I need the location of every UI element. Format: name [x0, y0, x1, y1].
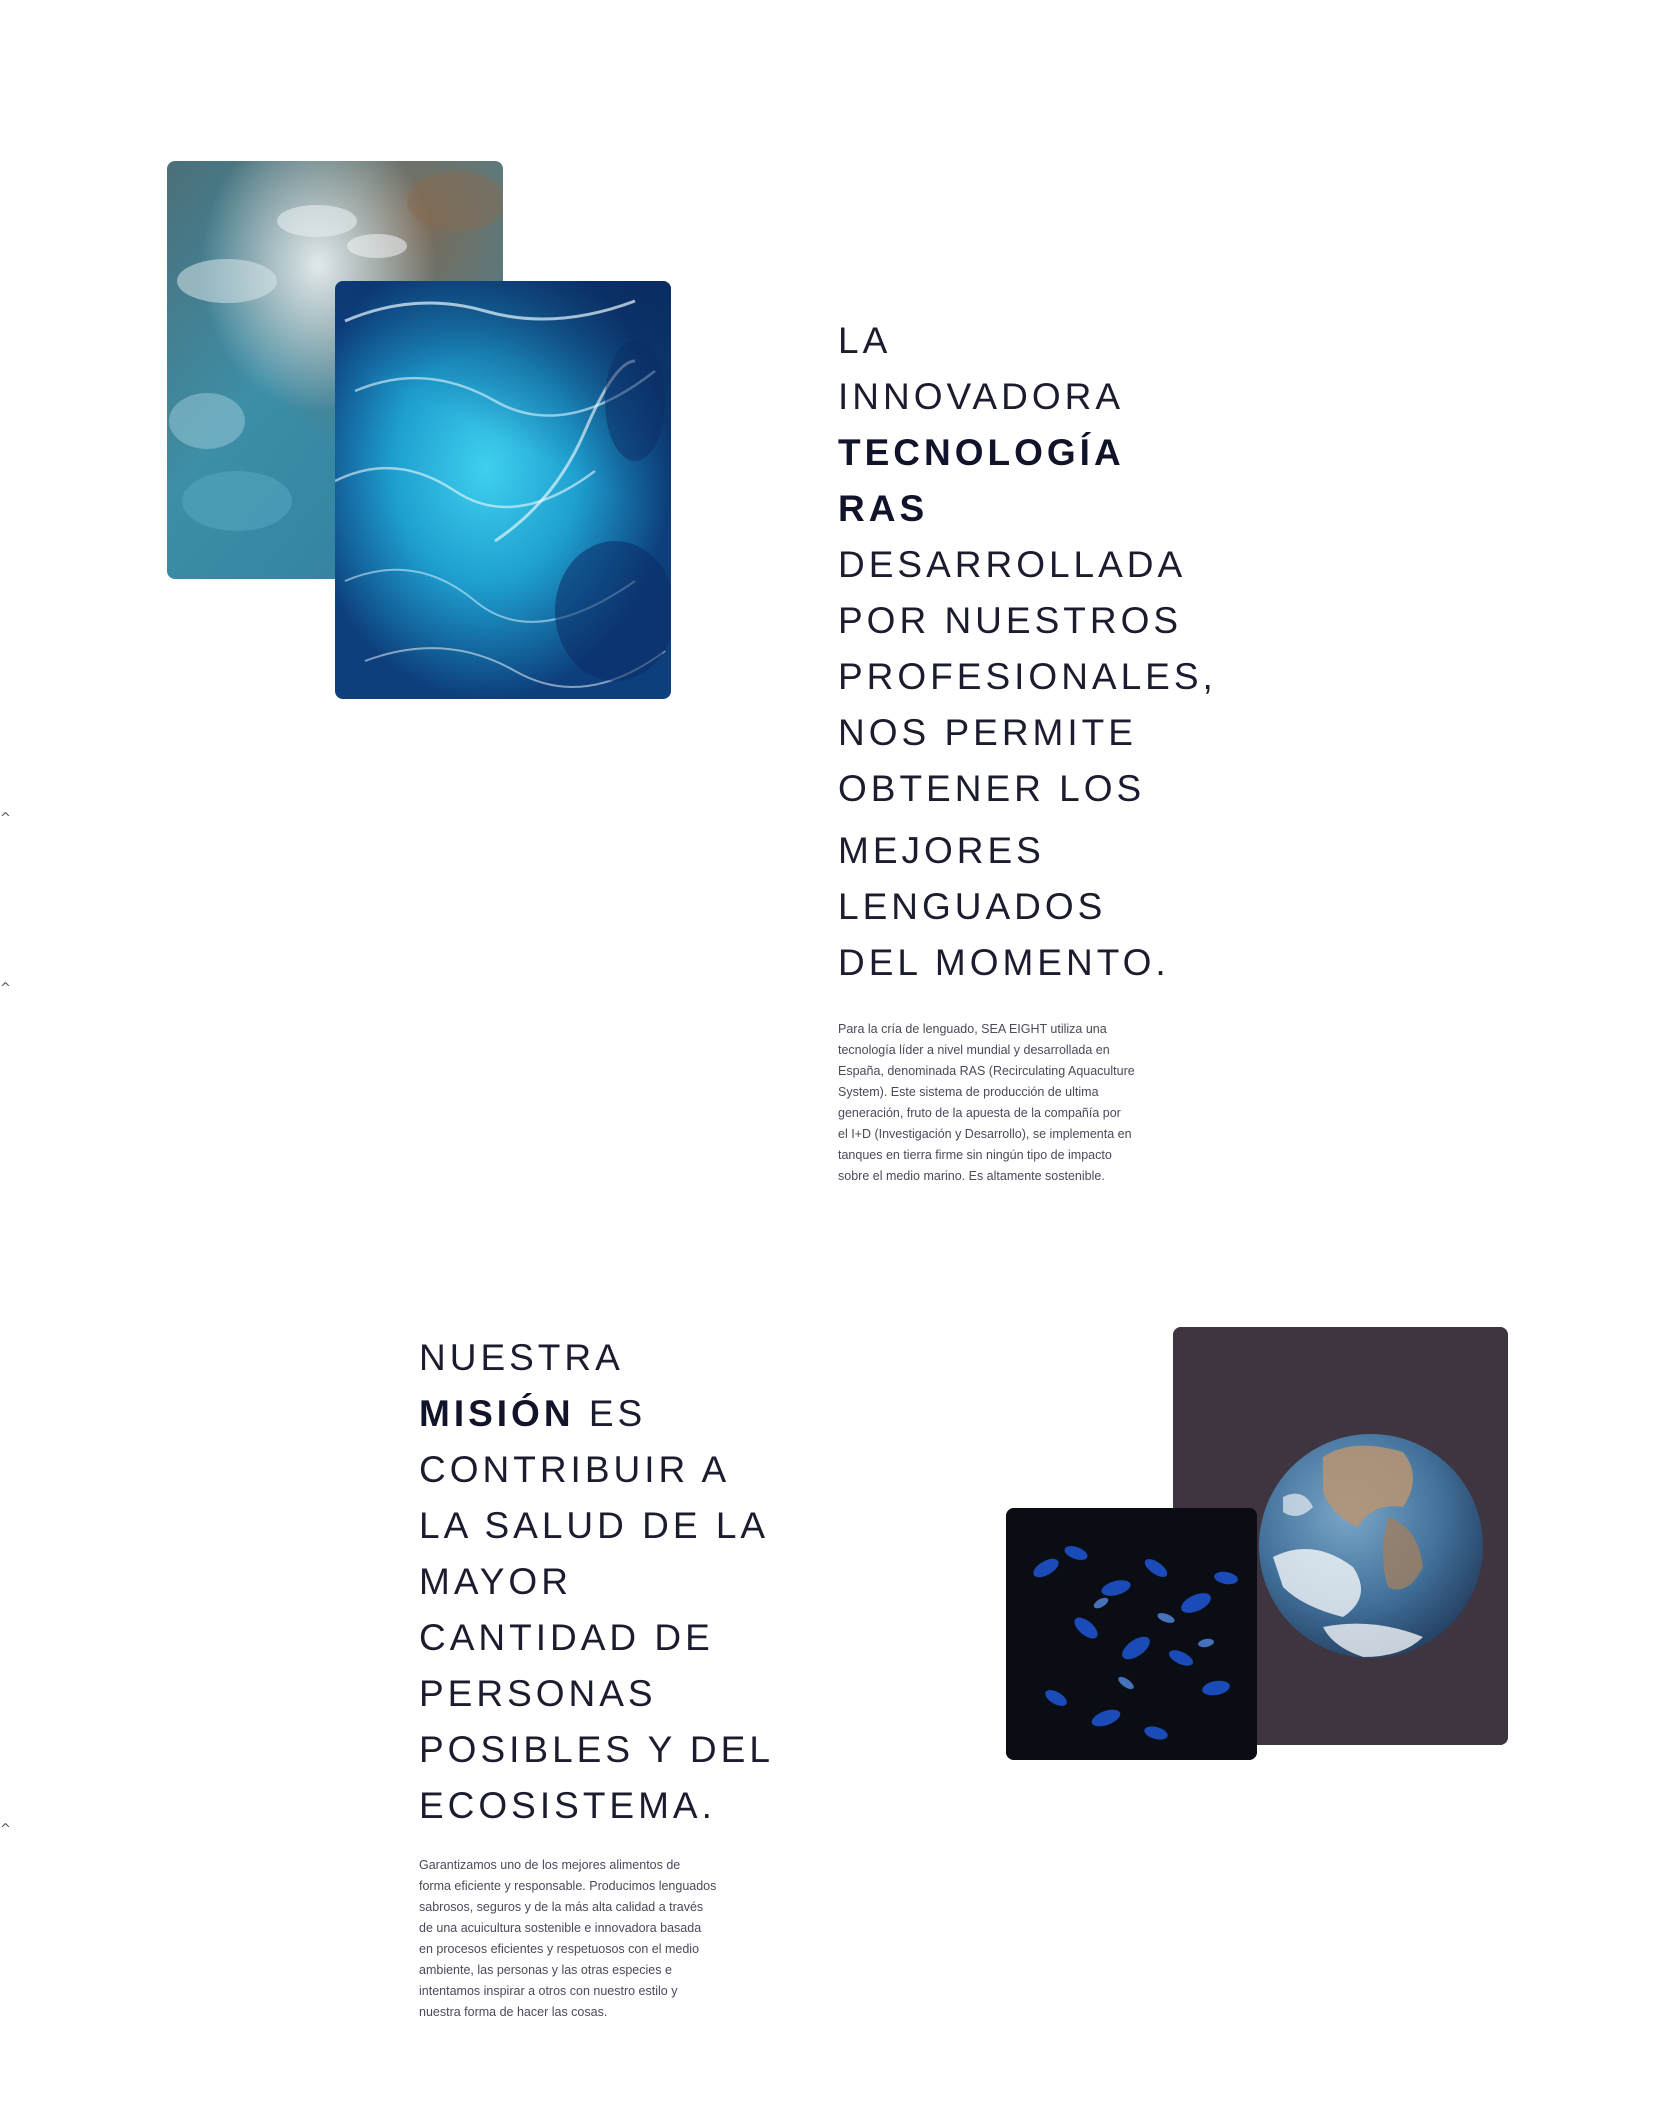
headline-text: NOS PERMITE — [838, 712, 1137, 753]
ras-paragraph — [838, 1019, 1135, 1187]
headline-line — [838, 313, 1217, 369]
headline-line — [838, 761, 1217, 817]
headline-line — [419, 1442, 774, 1498]
paragraph-line: forma eficiente y responsable. Producimos lenguados — [419, 1879, 717, 1893]
paragraph-line: sabrosos, seguros y de la más alta calidad a través — [419, 1900, 704, 1914]
headline-line — [419, 1778, 774, 1834]
paragraph-line: ambiente, las personas y las otras especies e — [419, 1963, 672, 1977]
headline-line — [838, 823, 1217, 879]
mision-headline — [419, 1330, 774, 1834]
headline-emphasis: RAS — [838, 488, 929, 529]
headline-text: LA — [838, 320, 892, 361]
headline-text: POSIBLES Y DEL — [419, 1729, 774, 1770]
paragraph-line: sobre el medio marino. Es altamente sostenible. — [838, 1169, 1105, 1183]
paragraph-line: tecnología líder a nivel mundial y desarrollada en — [838, 1043, 1110, 1057]
headline-text: MEJORES — [838, 830, 1045, 871]
headline-text: ECOSISTEMA. — [419, 1785, 716, 1826]
headline-line — [419, 1386, 774, 1442]
paragraph-line: el I+D (Investigación y Desarrollo), se implementa en — [838, 1127, 1132, 1141]
headline-line — [838, 369, 1217, 425]
paragraph-line: generación, fruto de la apuesta de la compañía por — [838, 1106, 1121, 1120]
headline-line — [419, 1498, 774, 1554]
headline-line — [838, 935, 1217, 991]
paragraph-line: System). Este sistema de producción de ultima — [838, 1085, 1099, 1099]
headline-text: LENGUADOS — [838, 886, 1107, 927]
ras-headline — [838, 313, 1217, 991]
headline-text: ES — [574, 1393, 647, 1434]
headline-line — [419, 1666, 774, 1722]
headline-line — [419, 1330, 774, 1386]
headline-line — [838, 879, 1217, 935]
headline-text: OBTENER LOS — [838, 768, 1146, 809]
headline-line — [838, 425, 1217, 481]
paragraph-line: de una acuicultura sostenible e innovadora basada — [419, 1921, 702, 1935]
headline-text: MAYOR — [419, 1561, 572, 1602]
edge-mark: ^ — [0, 1822, 11, 1837]
headline-emphasis: MISIÓN — [419, 1393, 575, 1434]
edge-mark: ^ — [0, 981, 11, 996]
paragraph-line: en procesos eficientes y respetuosos con el medio — [419, 1942, 700, 1956]
headline-emphasis: TECNOLOGÍA — [838, 432, 1125, 473]
edge-mark: ^ — [0, 811, 11, 826]
paragraph-line: tanques en tierra firme sin ningún tipo de impacto — [838, 1148, 1112, 1162]
headline-text: CANTIDAD DE — [419, 1617, 714, 1658]
headline-line — [838, 481, 1217, 537]
headline-line — [838, 649, 1217, 705]
headline-text: DESARROLLADA — [838, 544, 1187, 585]
blue-leaves-image — [1006, 1508, 1257, 1760]
headline-text: LA SALUD DE LA — [419, 1505, 770, 1546]
headline-text: DEL MOMENTO. — [838, 942, 1170, 983]
headline-line — [838, 593, 1217, 649]
paragraph-line: Para la cría de lenguado, SEA EIGHT utiliza una — [838, 1022, 1107, 1036]
paragraph-line: España, denominada RAS (Recirculating Aquaculture — [838, 1064, 1135, 1078]
headline-text: POR NUESTROS — [838, 600, 1183, 641]
paragraph-line: nuestra forma de hacer las cosas. — [419, 2005, 608, 2019]
ocean-waves-aerial-image — [335, 281, 671, 699]
ocean-waves-aerial-photo — [335, 281, 671, 699]
headline-text: CONTRIBUIR A — [419, 1449, 731, 1490]
blue-leaves-photo — [1006, 1508, 1257, 1760]
paragraph-line: Garantizamos uno de los mejores alimentos de — [419, 1858, 681, 1872]
headline-text: NUESTRA — [419, 1337, 624, 1378]
headline-line — [419, 1554, 774, 1610]
headline-line — [838, 705, 1217, 761]
headline-line — [838, 537, 1217, 593]
headline-text: PERSONAS — [419, 1673, 657, 1714]
mision-paragraph — [419, 1855, 716, 2023]
headline-line — [419, 1610, 774, 1666]
headline-text: INNOVADORA — [838, 376, 1125, 417]
headline-line — [419, 1722, 774, 1778]
headline-text: PROFESIONALES, — [838, 656, 1217, 697]
paragraph-line: intentamos inspirar a otros con nuestro estilo y — [419, 1984, 678, 1998]
